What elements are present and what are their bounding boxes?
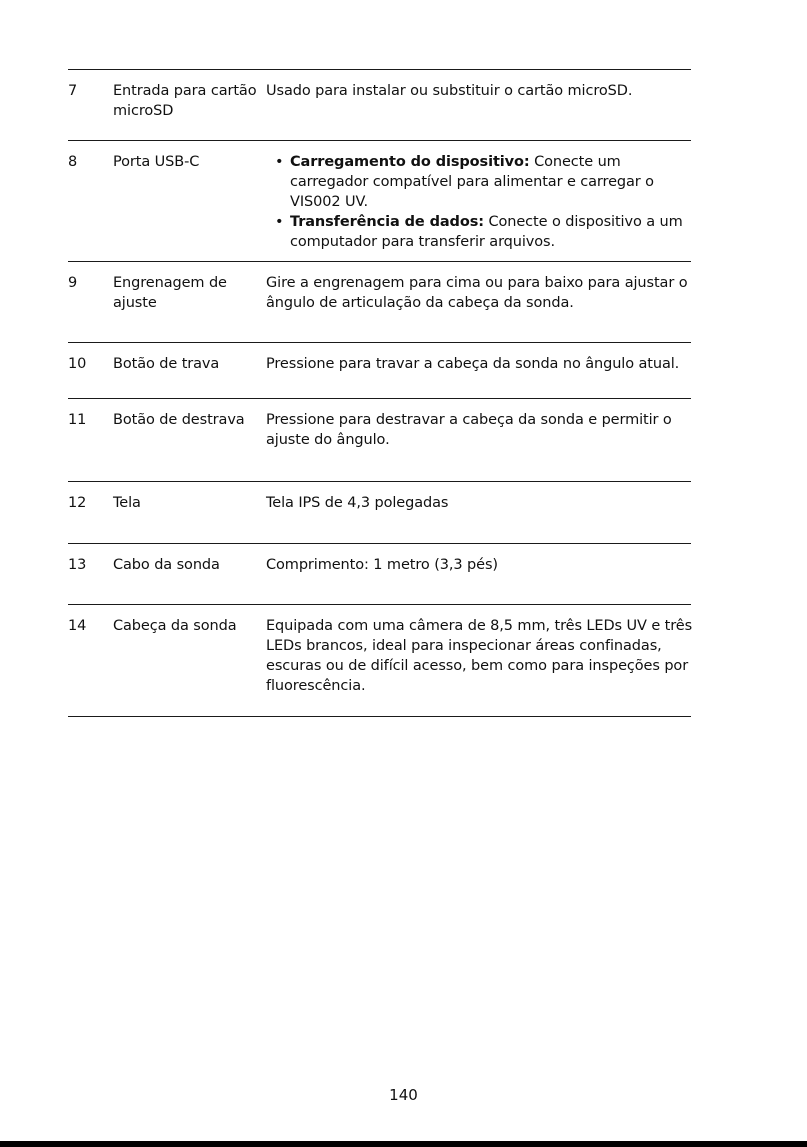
row-number: 9: [68, 275, 78, 291]
bullet-icon: •: [275, 154, 284, 170]
list-item: [266, 212, 696, 252]
component-name: Botão de trava: [113, 356, 220, 372]
component-description: Comprimento: 1 metro (3,3 pés): [266, 557, 498, 573]
table-row: [68, 343, 691, 399]
table-row: [68, 262, 691, 343]
table-row: [68, 605, 691, 717]
component-description: Pressione para travar a cabeça da sonda no ângulo atual.: [266, 356, 680, 372]
component-name: Engrenagem de ajuste: [113, 275, 227, 311]
row-number: 12: [68, 495, 87, 511]
bullet-text: Conecte um carregador compatível para alimentar e carregar o VIS002 UV.: [290, 154, 654, 210]
row-number: 11: [68, 412, 87, 428]
component-name: Porta USB-C: [113, 154, 200, 170]
table-row: [68, 141, 691, 262]
row-number: 8: [68, 154, 78, 170]
row-number: 13: [68, 557, 87, 573]
bottom-border: [0, 1141, 807, 1147]
list-item: [266, 152, 696, 212]
component-description: Usado para instalar ou substituir o cartão microSD.: [266, 83, 633, 99]
component-description: Tela IPS de 4,3 polegadas: [266, 495, 449, 511]
component-name: Botão de destrava: [113, 412, 245, 428]
bullet-icon: •: [275, 214, 284, 230]
table-row: [68, 399, 691, 482]
table-row: [68, 482, 691, 544]
component-name: Tela: [113, 495, 141, 511]
table-row: [68, 70, 691, 141]
spec-table: [68, 69, 691, 717]
component-description: Equipada com uma câmera de 8,5 mm, três LEDs UV e três LEDs brancos, ideal para inspecionar áreas confinadas, escuras ou de difícil acesso, bem como para inspeções por fluorescência.: [266, 618, 693, 694]
component-description: [266, 152, 696, 252]
page-number: 140: [389, 1086, 418, 1104]
bullet-heading: Transferência de dados:: [290, 214, 484, 230]
table-row: [68, 544, 691, 605]
bullet-text: Conecte o dispositivo a um computador para transferir arquivos.: [290, 214, 683, 250]
component-name: Entrada para cartão microSD: [113, 83, 257, 119]
component-description: Gire a engrenagem para cima ou para baixo para ajustar o ângulo de articulação da cabeça da sonda.: [266, 275, 688, 311]
bullet-heading: Carregamento do dispositivo:: [290, 154, 530, 170]
component-description: Pressione para destravar a cabeça da sonda e permitir o ajuste do ângulo.: [266, 412, 672, 448]
component-name: Cabo da sonda: [113, 557, 220, 573]
component-name: Cabeça da sonda: [113, 618, 237, 634]
row-number: 14: [68, 618, 87, 634]
row-number: 10: [68, 356, 87, 372]
feature-list: [266, 152, 696, 252]
row-number: 7: [68, 83, 78, 99]
